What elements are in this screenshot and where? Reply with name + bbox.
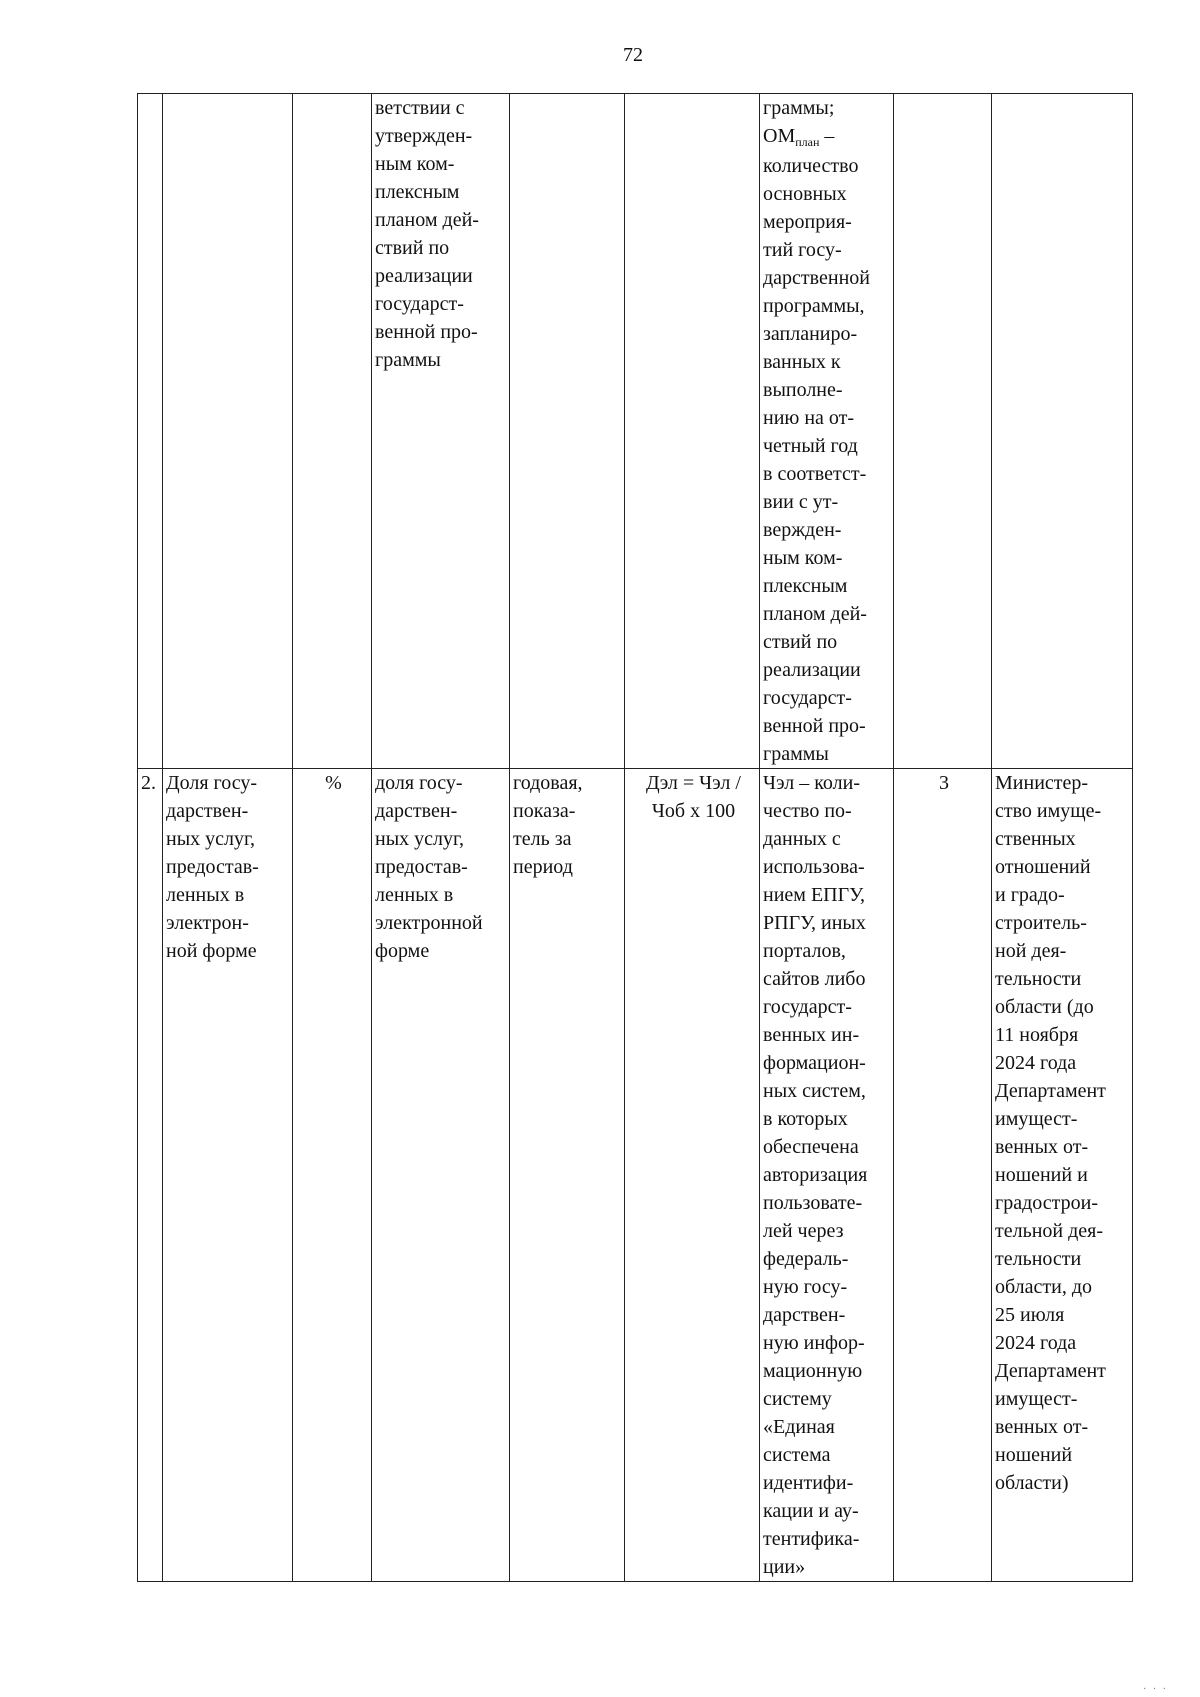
variable-subscript: план — [795, 135, 820, 149]
cell-unit — [293, 94, 372, 769]
cell-periodicity: годовая, показа- тель за период — [510, 769, 625, 1582]
cell-formula — [625, 94, 760, 769]
cell-number — [138, 94, 163, 769]
cell-unit: % — [293, 769, 372, 1582]
cell-variables — [760, 94, 894, 769]
scan-artifact: · · · — [1143, 1684, 1168, 1695]
table-row-2 — [138, 769, 1133, 1582]
cell-indicator-name: Доля госу- дарствен- ных услуг, предостав- ленных в электрон- ной форме — [163, 769, 293, 1582]
variable-symbol: ОМ — [763, 125, 796, 147]
table-row-continuation — [138, 94, 1133, 769]
cell-definition: доля госу- дарствен- ных услуг, предостав- ленных в электронной форме — [372, 769, 510, 1582]
variables-prefix: граммы; — [763, 97, 835, 119]
cell-number: 2. — [138, 769, 163, 1582]
variables-rest: – количество основных мероприя- тий госу- дарственной программы, запланиро- ванных к выполне- нию на от- четный год в соответст- вии с ут- вержден- ным ком- плексным планом дей- ствий по реализации государст- венной про- граммы — [763, 125, 870, 765]
cell-periodicity — [510, 94, 625, 769]
cell-method: 3 — [894, 769, 992, 1582]
cell-formula: Дэл = Чэл / Чоб х 100 — [625, 769, 760, 1582]
cell-variables: Чэл – коли- чество по- данных с использова- нием ЕПГУ, РПГУ, иных порталов, сайтов либо государст- венных ин- формацион- ных систем, в которых обеспечена авторизация пользовате- лей через федераль- ную госу- дарствен- ную инфор- мационную систему «Единая система идентифи- кации и ау- тентифика- ции» — [760, 769, 894, 1582]
indicator-table — [137, 93, 1133, 1582]
cell-responsible — [992, 94, 1133, 769]
cell-indicator-name — [163, 94, 293, 769]
cell-responsible: Министер- ство имуще- ственных отношений и градо- строитель- ной дея- тельности области (до 11 ноября 2024 года Департамент имущест- венных от- ношений и градострои- тельной дея- тельности области, до 25 июля 2024 года Департамент имущест- венных от- ношений области) — [992, 769, 1133, 1582]
cell-method — [894, 94, 992, 769]
cell-definition: ветствии с утвержден- ным ком- плексным планом дей- ствий по реализации государст- венной про- граммы — [372, 94, 510, 769]
page-number: 72 — [623, 44, 643, 66]
